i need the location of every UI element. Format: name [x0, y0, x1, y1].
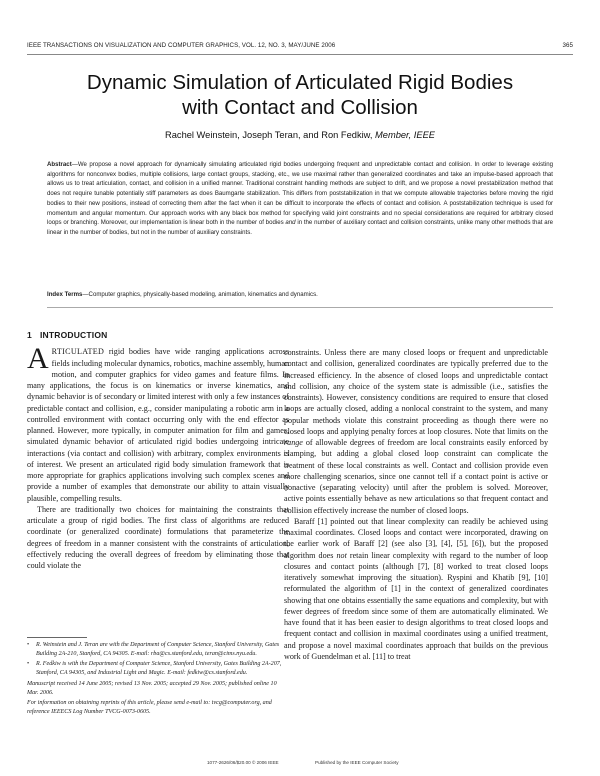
author-membership: Member, IEEE [375, 130, 435, 140]
publisher-footer: Published by the IEEE Computer Society [315, 760, 399, 765]
abstract-text-2: in the number of auxiliary contact and collision constraints, unlike many other methods that are linear in the number of bodies, but not in the number of auxiliary constraints. [47, 219, 553, 236]
footnote-affiliation-2 [27, 660, 285, 678]
body-paragraph-4-text-b: retain linear complexity with regard to the number of loop closures and contact points (although [7], [8] worked to treat closed loops iteratively somewhat improving the situation). Ryspini and Khatib [9], [10] reformulated the algorithm of [1] in the context of generalized coordinates showing that one obtains essentially the same equations and complexity, but with fewer degrees of freedom since some of them are automatically eliminated. We have found that it has been easier to design algorithms to treat closed loops and frequent contact and collision in maximal coordinates using a unified treatment, and propose a novel maximal coordinates approach that builds on the previous work of Guendelman et al. [11] to treat [284, 550, 548, 661]
index-terms-text: Computer graphics, physically-based modeling, animation, kinematics and dynamics. [88, 291, 318, 298]
footnote-text-1: R. Weinstein and J. Teran are with the Department of Computer Science, Stanford University, Gates Building 2A-210, Stanford, CA 94305. E-mail: rba@cs.stanford.edu, teran@cims.nyu.edu. [36, 642, 280, 657]
left-column [27, 330, 289, 571]
right-column [284, 347, 548, 662]
header-rule [27, 54, 573, 55]
title-line-1: Dynamic Simulation of Articulated Rigid Bodies [86, 71, 514, 94]
running-head [27, 42, 573, 52]
footnote-rule [27, 637, 87, 638]
footnote-bullet-2: • [27, 660, 30, 667]
page-number: 365 [562, 42, 573, 49]
intro-first-word: RTICULATED [51, 347, 105, 357]
index-terms [47, 290, 553, 299]
journal-header: IEEE TRANSACTIONS ON VISUALIZATION AND COMPUTER GRAPHICS, VOL. 12, NO. 3, MAY/JUNE 2006 [27, 42, 336, 49]
abstract [47, 160, 553, 238]
section-title-initial: I [39, 330, 43, 340]
paper-title [20, 70, 580, 120]
abstract-text-1: We propose a novel approach for dynamically simulating articulated rigid bodies undergoing frequent and unpredictable contact and collision. In order to leverage existing algorithms for nonconvex bodies, multiple collisions, large contact groups, stacking, etc., we use maximal rather than generalized coordinates and take an impulse-based approach that allows us to treat articulation, contact, and collision in a unified manner. Traditional constraint handling methods are subject to drift, and we propose a novel prestabilization method that does not require tunable potentially stiff parameters as does Baumgarte stabilization. This differs from poststabilization in that we compute allowable trajectories before moving the rigid bodies to their new positions, instead of correcting them after the fact when it can be difficult to incorporate the effects of contact and collision. A poststabilization technique is used for momentum and angular momentum. Our approach works with any black box method for specifying valid joint constraints and no special considerations are required for arbitrary closed loops or branching. Moreover, our implementation is linear both in the number of bodies [47, 161, 553, 227]
author-list [20, 130, 580, 140]
drop-cap: A [27, 342, 49, 376]
intro-paragraph-2: There are traditionally two choices for maintaining the constraints that articulate a group of rigid bodies. The first class of algorithms are reduced coordinate (or generalized coordinate) formulations that parameterize the degrees of freedom in a manner consistent with the constraints of articulation, effectively reducing the overall degrees of freedom by eliminating those that could violate the [27, 504, 289, 570]
abstract-label: Abstract [47, 161, 72, 168]
index-terms-dash: — [82, 291, 89, 298]
manuscript-dates: Manuscript received 14 June 2005; revised 13 Nov. 2005; accepted 29 Nov. 2005; published online 10 Mar. 2006. [27, 680, 277, 696]
body-paragraph-3-emphasis: range [284, 438, 303, 447]
footnote-text-2: R. Fedkiw is with the Department of Computer Science, Stanford University, Gates Building 2A-207, Stanford, CA 94305, and Industrial Light and Magic. E-mail: fedkiw@cs.stanford.edu. [36, 660, 282, 676]
footnotes [27, 641, 285, 717]
intro-paragraph-1 [27, 342, 289, 504]
copyright-footer: 1077-2626/06/$20.00 © 2006 IEEE [207, 760, 279, 765]
footnote-bullet-1: • [27, 642, 30, 648]
abstract-rule [47, 307, 553, 308]
section-number: 1 [27, 330, 32, 340]
reprint-info: For information on obtaining reprints of this article, please send e-mail to: tvcg@computer.org, and reference IEEECS Log Number TVCG-0073-0605. [27, 700, 272, 716]
author-names: Rachel Weinstein, Joseph Teran, and Ron Fedkiw, [165, 130, 373, 140]
abstract-dash: — [71, 161, 78, 168]
section-title-rest: NTRODUCTION [42, 330, 108, 340]
body-paragraph-3-text-b: of allowable degrees of freedom are local constraints easily enforced by clamping, but adding a global closed loop constraint can complicate the treatment of these local constraints as well. Contact and collision provide even more challenging scenarios, since one cannot tell if a contact point is active or nonactive (separating velocity) until after the problem is solved. Moreover, active points essentially behave as new articulations so that frequent contact and collision effectively increase the number of closed loops. [284, 438, 548, 515]
body-paragraph-3 [284, 347, 548, 516]
abstract-emphasis: and [285, 219, 296, 227]
index-terms-label: Index Terms [47, 291, 83, 298]
intro-paragraph-1-text: rigid bodies have wide ranging applications across fields including molecular dynamics, robotics, machine assembly, human motion, and computer graphics for video games and feature films. In many applications, the focus is on kinematics or inverse kinematics, and dynamic behavior is of secondary or limited interest with only a few instances of predictable contact and collision, e.g., consider manipulating a robotic arm in a controlled environment with contact occurring only with the end effector as planned. However, more typically, in computer animation for film and games, simulated dynamic behavior of articulated rigid bodies undergoing intricate interactions (via contact and collision) with arbitrary, complex environments is of interest. We present an articulated rigid body simulation framework that is more appropriate for graphics applications involving such complex scenes and provide a number of examples that demonstrate our ability to attain visually plausible, compelling results. [27, 347, 289, 503]
body-paragraph-4-emphasis: not [336, 550, 347, 560]
section-heading [27, 330, 289, 341]
body-paragraph-4 [284, 516, 548, 662]
body-paragraph-4-text-a: Baraff [1] pointed out that linear complexity can readily be achieved using maximal coordinates. Closed loops and contact were incorporated, drawing on the earlier work of Baraff [2] (see also [3], [4], [5], [6]), but the proposed algorithm does [284, 516, 548, 560]
footnote-affiliation-1 [27, 641, 285, 659]
title-line-2: with Contact and Collision [182, 96, 418, 119]
body-paragraph-3-text-a: constraints. Unless there are many closed loops or frequent and unpredictable contact and collision, generalized coordinates are typically preferred due to the increased efficiency. In the absence of closed loops and unpredictable contact and collision, any choice of the system state is admissible (i.e., satisfies the constraints). However, consistency conditions are required to ensure that closed loops are actually closed, adding a nonlocal constraint to the system, and many popular methods violate this constraint proceeding as though there were no closed loops and applying penalty forces at loop closures. Note that limits on the [284, 348, 548, 436]
